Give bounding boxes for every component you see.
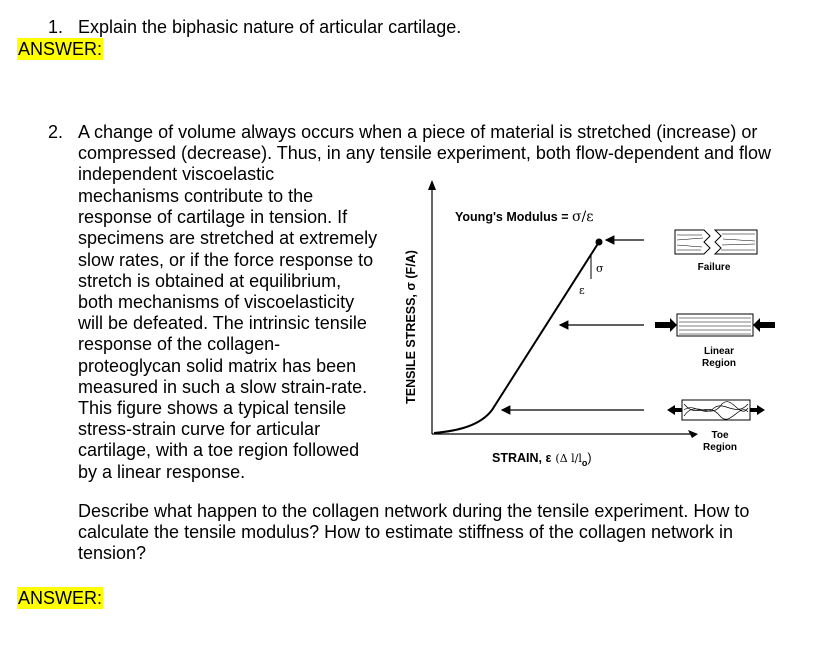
x-axis-label-paren: (Δ l/l bbox=[555, 452, 582, 465]
y-axis-label: TENSILE STRESS, σ (F/A) bbox=[404, 250, 418, 404]
column-line: response of cartilage in tension. If bbox=[78, 207, 348, 228]
column-line: proteoglycan solid matrix has been bbox=[78, 355, 357, 376]
x-axis-label-sub: o bbox=[581, 458, 588, 468]
failure-label: Failure bbox=[697, 262, 731, 273]
intro-line: compressed (decrease). Thus, in any tensile experiment, both flow-dependent and flow bbox=[78, 143, 772, 164]
failure-point bbox=[596, 239, 603, 246]
x-axis-label bbox=[492, 451, 592, 468]
answer-2-label: ANSWER: bbox=[18, 588, 103, 608]
toe-specimen-icon bbox=[667, 400, 765, 420]
linear-specimen-icon bbox=[655, 314, 775, 336]
question-1 bbox=[48, 16, 461, 38]
column-line: specimens are stretched at extremely bbox=[78, 228, 378, 249]
column-line: This figure shows a typical tensile bbox=[78, 398, 347, 419]
intro-line: independent viscoelastic bbox=[78, 164, 275, 185]
linear-label-1: Linear bbox=[703, 346, 735, 357]
column-line: cartilage, with a toe region followed bbox=[78, 440, 360, 461]
modulus-formula: σ/ε bbox=[571, 209, 594, 225]
column-line: response of the collagen- bbox=[78, 334, 281, 355]
intro-line: A change of volume always occurs when a piece of material is stretched (increase) or bbox=[78, 122, 758, 142]
describe-line: Describe what happen to the collagen network during the tensile experiment. How to bbox=[78, 501, 750, 521]
question-2-column-text bbox=[78, 186, 398, 483]
column-line: measured in such a slow strain-rate. bbox=[78, 376, 368, 397]
modulus-label-text: Young's Modulus = bbox=[455, 210, 572, 224]
failure-specimen-icon bbox=[675, 230, 757, 254]
x-axis-label-main: STRAIN, ε bbox=[492, 451, 552, 465]
question-1-number: 1. bbox=[48, 17, 64, 37]
column-line: slow rates, or if the force response to bbox=[78, 249, 374, 270]
column-line: mechanisms contribute to the bbox=[78, 186, 314, 206]
answer-1-label: ANSWER: bbox=[18, 39, 103, 59]
column-line: both mechanisms of viscoelasticity bbox=[78, 292, 355, 313]
describe-line: calculate the tensile modulus? How to estimate stiffness of the collagen network in bbox=[78, 522, 734, 543]
column-line: by a linear response. bbox=[78, 461, 246, 482]
y-axis-arrow bbox=[428, 180, 436, 190]
toe-label-2: Region bbox=[703, 442, 737, 453]
column-line: will be defeated. The intrinsic tensile bbox=[78, 313, 367, 334]
slope-triangle bbox=[575, 255, 591, 279]
linear-label-2: Region bbox=[702, 358, 736, 369]
toe-label-1: Toe bbox=[711, 430, 729, 441]
stress-strain-curve bbox=[434, 242, 599, 433]
question-2-number: 2. bbox=[48, 122, 64, 142]
x-axis-label-close: ) bbox=[587, 451, 592, 465]
stress-strain-figure bbox=[392, 172, 792, 472]
sigma-label: σ bbox=[596, 262, 604, 275]
question-2-describe bbox=[78, 501, 778, 565]
epsilon-label: ε bbox=[579, 284, 585, 297]
question-1-text: Explain the biphasic nature of articular cartilage. bbox=[78, 17, 462, 37]
column-line: stress-strain curve for articular bbox=[78, 419, 321, 440]
modulus-label bbox=[455, 209, 594, 225]
column-line: stretch is obtained at equilibrium, bbox=[78, 270, 342, 291]
describe-line: tension? bbox=[78, 543, 147, 564]
